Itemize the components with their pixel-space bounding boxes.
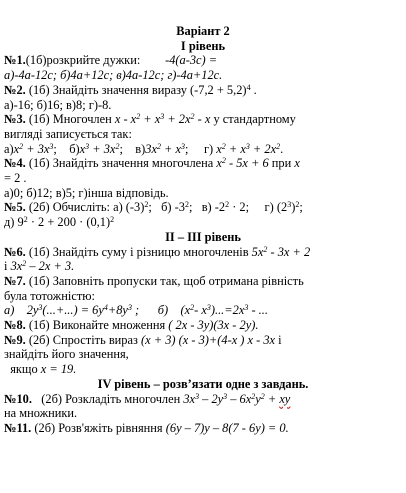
task-1-text: (1б)розкрийте дужки: [25,53,141,68]
task-7-items: а) $2у^3(...+...) = 6у^4+8у^3$ ; б) ($х^2-$ $х^3)...=2х^3$ - ... [4,303,268,318]
task-1-number: №1. [4,53,26,68]
task-4-options: а)0; б)12; в)5; г)інша відповідь. [4,185,169,200]
task-10: №10. (2б) Розкладіть многочлен $3х^3 - 2у^3 - 6х^2у^2$ + ху [4,391,291,406]
level-1-heading: І рівень [180,38,226,53]
task-10-number: №10. [4,391,32,406]
task-5-number: №5. [4,200,26,215]
variant-title: Варіант 2 [176,24,230,38]
task-10-expression: $3х^3 - 2у^3 - 6х^2у^2$ + ху [183,391,291,406]
task-2-number: №2. [4,82,26,97]
task-11-number: №11. [4,420,32,435]
task-7-line-2: була тотожністю: [4,288,95,303]
task-10-line-2: на множники. [4,406,78,421]
task-9-line-3: якщо х = 19. [10,362,77,377]
task-9: №9. (2б) Спростіть вираз (х + 3) (х - 3)+(4-х ) х - 3х і [4,332,282,347]
task-8-expression: ( 2х - 3у)(3х - 2у). [168,318,259,333]
task-6: №6. (1б) Знайдіть суму і різницю многочленів $5х^2 - 3х + 2$ [4,244,311,259]
task-4-line-2: = 2 . [4,171,27,186]
task-8: №8. (1б) Виконайте множення ( 2х - 3у)(3х - 2у). [4,318,259,333]
level-2-3-heading: ІІ – ІІІ рівень [165,229,241,244]
task-11-expression: (6у – 7)у – 8(7 - 6у) = 0. [165,420,289,435]
task-1-options: а)-4а-12с; б)4а+12с; в)4а-12с; г)-4а+12с. [4,68,223,83]
task-7: №7. (1б) Заповніть пропуски так, щоб отримана рівність [4,273,304,288]
task-2-options: а)-16; б)16; в)8; г)-8. [4,97,112,112]
task-1-expression: -4(а-3с) = [165,53,218,68]
task-11: №11. (2б) Розв'яжіть рівняння (6у – 7)у – 8(7 - 6у) = 0. [4,420,289,435]
task-5-line-2: д) $9^2 \cdot 2 + 200 \cdot (0,1)^2$ [4,215,115,230]
task-9-expression: (х + 3) (х - 3)+(4-х ) х - 3х [141,332,276,347]
task-3-options: $а)х^2 + 3х^3$; $б)х^3 + 3х^2$; $в)3х^2 + х^3$; г) $х^2 + х^3 + 2х^2$. [4,141,284,156]
task-6-number: №6. [4,244,26,259]
spellcheck-underline: ху [279,391,291,406]
task-2: №2. (1б) Знайдіть значення виразу $(-7,2 + 5,2)^4$ . [4,82,257,97]
task-4-expression: $х^2 - 5х + 6$ [216,156,269,171]
task-3-number: №3. [4,112,26,127]
task-4-number: №4. [4,156,26,171]
worksheet [4,24,402,436]
task-6-line-2: і $3х^2 - 2х + 3$. [4,259,75,274]
level-4-heading: ІV рівень – розв’язати одне з завдань. [97,376,309,391]
task-3: №3. (1б) Многочлен $х - х^2 + х^3 + 2х^2 - х$ у стандартному [4,112,296,127]
task-8-number: №8. [4,318,26,333]
task-3-expression: $х - х^2 + х^3 + 2х^2 - х$ [114,112,211,127]
task-4: №4. (1б) Знайдіть значення многочлена $х^2 - 5х + 6$ при х [4,156,300,171]
task-6-expression: $5х^2 - 3х + 2$ [251,244,311,259]
task-9-line-2: знайдіть його значення, [4,347,129,362]
task-5: №5. (2б) Обчисліть: а) $(-3)^2$; б) $-3^2$; в) $-2^2 \cdot 2$; г) $(2^3)^2$; [4,200,303,215]
task-7-number: №7. [4,273,26,288]
task-3-line-2: вигляді записується так: [4,126,132,141]
task-9-number: №9. [4,332,26,347]
task-1 [4,53,402,68]
